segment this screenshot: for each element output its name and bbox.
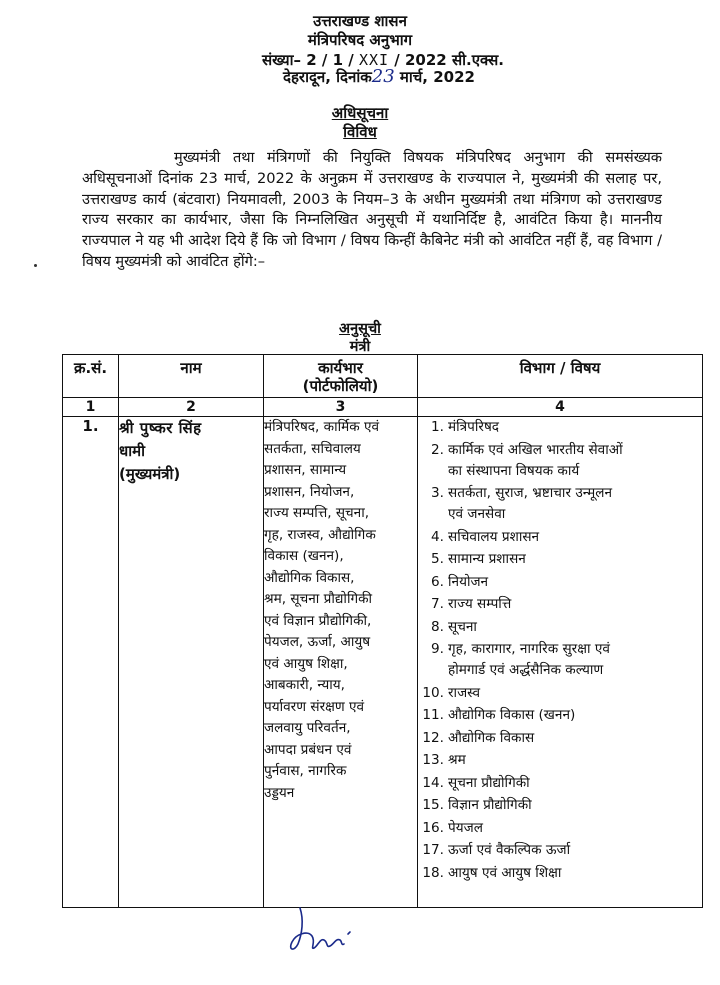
list-item-number: 18. <box>422 864 444 881</box>
list-item-text: सूचना प्रौद्योगिकी <box>448 774 530 791</box>
signature <box>286 900 356 960</box>
list-item-number: 11. <box>422 707 444 723</box>
list-item <box>418 639 702 681</box>
list-item-number: 1. <box>431 419 444 435</box>
list-item-number: 3. <box>431 485 444 501</box>
list-item-number: 8. <box>431 618 444 635</box>
schedule-title: अनुसूची <box>339 321 381 337</box>
section-heading: मंत्रिपरिषद अनुभाग <box>307 31 413 49</box>
designation: (मुख्यमंत्री) <box>119 465 181 483</box>
list-item-text: पेयजल <box>448 819 483 836</box>
list-item <box>418 440 702 482</box>
list-item <box>418 750 702 771</box>
allocation-table <box>62 354 703 908</box>
list-item-number: 4. <box>431 528 444 545</box>
list-item-number: 13. <box>422 752 444 768</box>
ref-fill: XXI <box>358 51 390 69</box>
stray-mark <box>34 264 37 267</box>
handwritten-date: 23 <box>371 66 395 87</box>
list-item <box>418 863 702 884</box>
list-item <box>418 728 702 749</box>
date-suffix: मार्च, 2022 <box>399 68 475 86</box>
list-item-text: श्रम <box>448 752 466 768</box>
list-item-text: विज्ञान प्रौद्योगिकी <box>448 797 532 813</box>
list-item <box>418 683 702 704</box>
list-item <box>418 483 702 525</box>
col-number: 1 <box>63 398 119 417</box>
header-name: नाम <box>119 355 264 398</box>
list-item <box>418 572 702 593</box>
ref-suffix: / 2022 सी.एक्स. <box>394 51 504 69</box>
col-number: 3 <box>264 398 418 417</box>
header-portfolio: कार्यभार (पोर्टफोलियो) <box>264 355 418 398</box>
list-item <box>418 840 702 861</box>
list-item-text: आयुष एवं आयुष शिक्षा <box>448 864 562 881</box>
column-number-row <box>63 398 703 417</box>
list-item-number: 5. <box>431 551 444 567</box>
list-item <box>418 527 702 548</box>
header-department: विभाग / विषय <box>418 355 703 398</box>
header-sno: क्र.सं. <box>63 355 119 398</box>
list-item <box>418 705 702 726</box>
list-item-text: मंत्रिपरिषद <box>448 419 500 435</box>
name-line: श्री पुष्कर सिंह <box>119 419 202 437</box>
list-item <box>418 795 702 816</box>
list-item-text: सचिवालय प्रशासन <box>448 528 540 545</box>
table-header-row <box>63 355 703 398</box>
col-number: 4 <box>418 398 703 417</box>
list-item <box>418 594 702 615</box>
list-item <box>418 617 702 638</box>
list-item-number: 14. <box>422 774 444 791</box>
list-item-text: औद्योगिक विकास <box>448 729 535 746</box>
list-item-text: राजस्व <box>448 684 481 701</box>
list-item-text: नियोजन <box>448 573 489 590</box>
schedule-subtitle: मंत्री <box>349 339 371 355</box>
department-cell <box>418 417 703 908</box>
list-item-number: 17. <box>422 842 444 858</box>
notification-title: अधिसूचना <box>331 104 389 122</box>
issue-date <box>283 66 475 87</box>
list-item-number: 16. <box>422 819 444 836</box>
list-item-text: गृह, कारागार, नागरिक सुरक्षा एवं होमगार्ड एवं अर्द्धसैनिक कल्याण <box>448 641 610 678</box>
ref-prefix: संख्या– 2 / 1 / <box>262 51 354 69</box>
col-number: 2 <box>119 398 264 417</box>
list-item-number: 15. <box>422 797 444 813</box>
government-heading: उत्तराखण्ड शासन <box>313 12 407 30</box>
portfolio-cell: मंत्रिपरिषद, कार्मिक एवं सतर्कता, सचिवालय प्रशासन, सामान्य प्रशासन, नियोजन, राज्य सम्पत्ति, सूचना, गृह, राजस्व, औद्योगिक विकास (खनन), औद्योगिक विकास, श्रम, सूचना प्रौद्योगिकी एवं विज्ञान प्रौद्योगिकी, पेयजल, ऊर्जा, आयुष एवं आयुष शिक्षा, आबकारी, न्याय, पर्यावरण संरक्षण एवं जलवायु परिवर्तन, आपदा प्रबंधन एवं पुर्नवास, नागरिक उड्डयन <box>264 417 418 908</box>
list-item-number: 7. <box>431 596 444 612</box>
notification-subtitle: विविध <box>343 123 377 141</box>
table-row <box>63 417 703 908</box>
list-item-number: 9. <box>431 641 444 657</box>
list-item-number: 2. <box>431 441 444 458</box>
row-sno: 1. <box>63 417 119 908</box>
list-item-number: 12. <box>422 729 444 746</box>
list-item <box>418 773 702 794</box>
list-item-number: 6. <box>431 573 444 590</box>
list-item-text: औद्योगिक विकास (खनन) <box>448 707 576 723</box>
list-item-number: 10. <box>422 684 444 701</box>
name-line: धामी <box>119 442 145 460</box>
list-item <box>418 818 702 839</box>
list-item-text: ऊर्जा एवं वैकल्पिक ऊर्जा <box>448 842 571 858</box>
list-item-text: राज्य सम्पत्ति <box>448 596 512 612</box>
notification-body: मुख्यमंत्री तथा मंत्रिगणों की नियुक्ति विषयक मंत्रिपरिषद अनुभाग की समसंख्यक अधिसूचनाओं दिनांक 23 मार्च, 2022 के अनुक्रम में उत्तराखण्ड के राज्यपाल ने, मुख्यमंत्री की सलाह पर, उत्तराखण्ड कार्य (बंटवारा) नियमावली, 2003 के नियम–3 के अधीन मुख्यमंत्री तथा मंत्रिगण को उत्तराखण्ड राज्य सरकार का कार्यभार, जैसा कि निम्नलिखित अनुसूची में यथानिर्दिष्ट है, आवंटित किया है। माननीय राज्यपाल ने यह भी आदेश दिये हैं कि जो विभाग / विषय किन्हीं कैबिनेट मंत्री को आवंटित नहीं हैं, वह विभाग / विषय मुख्यमंत्री को आवंटित होंगे:– <box>82 149 662 270</box>
minister-name <box>119 417 264 908</box>
list-item-text: सतर्कता, सुराज, भ्रष्टाचार उन्मूलन एवं जनसेवा <box>448 485 612 522</box>
department-list <box>418 417 702 884</box>
list-item-text: सामान्य प्रशासन <box>448 551 526 567</box>
date-prefix: देहरादून, दिनांक <box>283 68 372 86</box>
list-item <box>418 549 702 570</box>
list-item-text: सूचना <box>448 618 477 635</box>
list-item-text: कार्मिक एवं अखिल भारतीय सेवाओं का संस्थापना विषयक कार्य <box>448 441 623 479</box>
list-item <box>418 417 702 438</box>
